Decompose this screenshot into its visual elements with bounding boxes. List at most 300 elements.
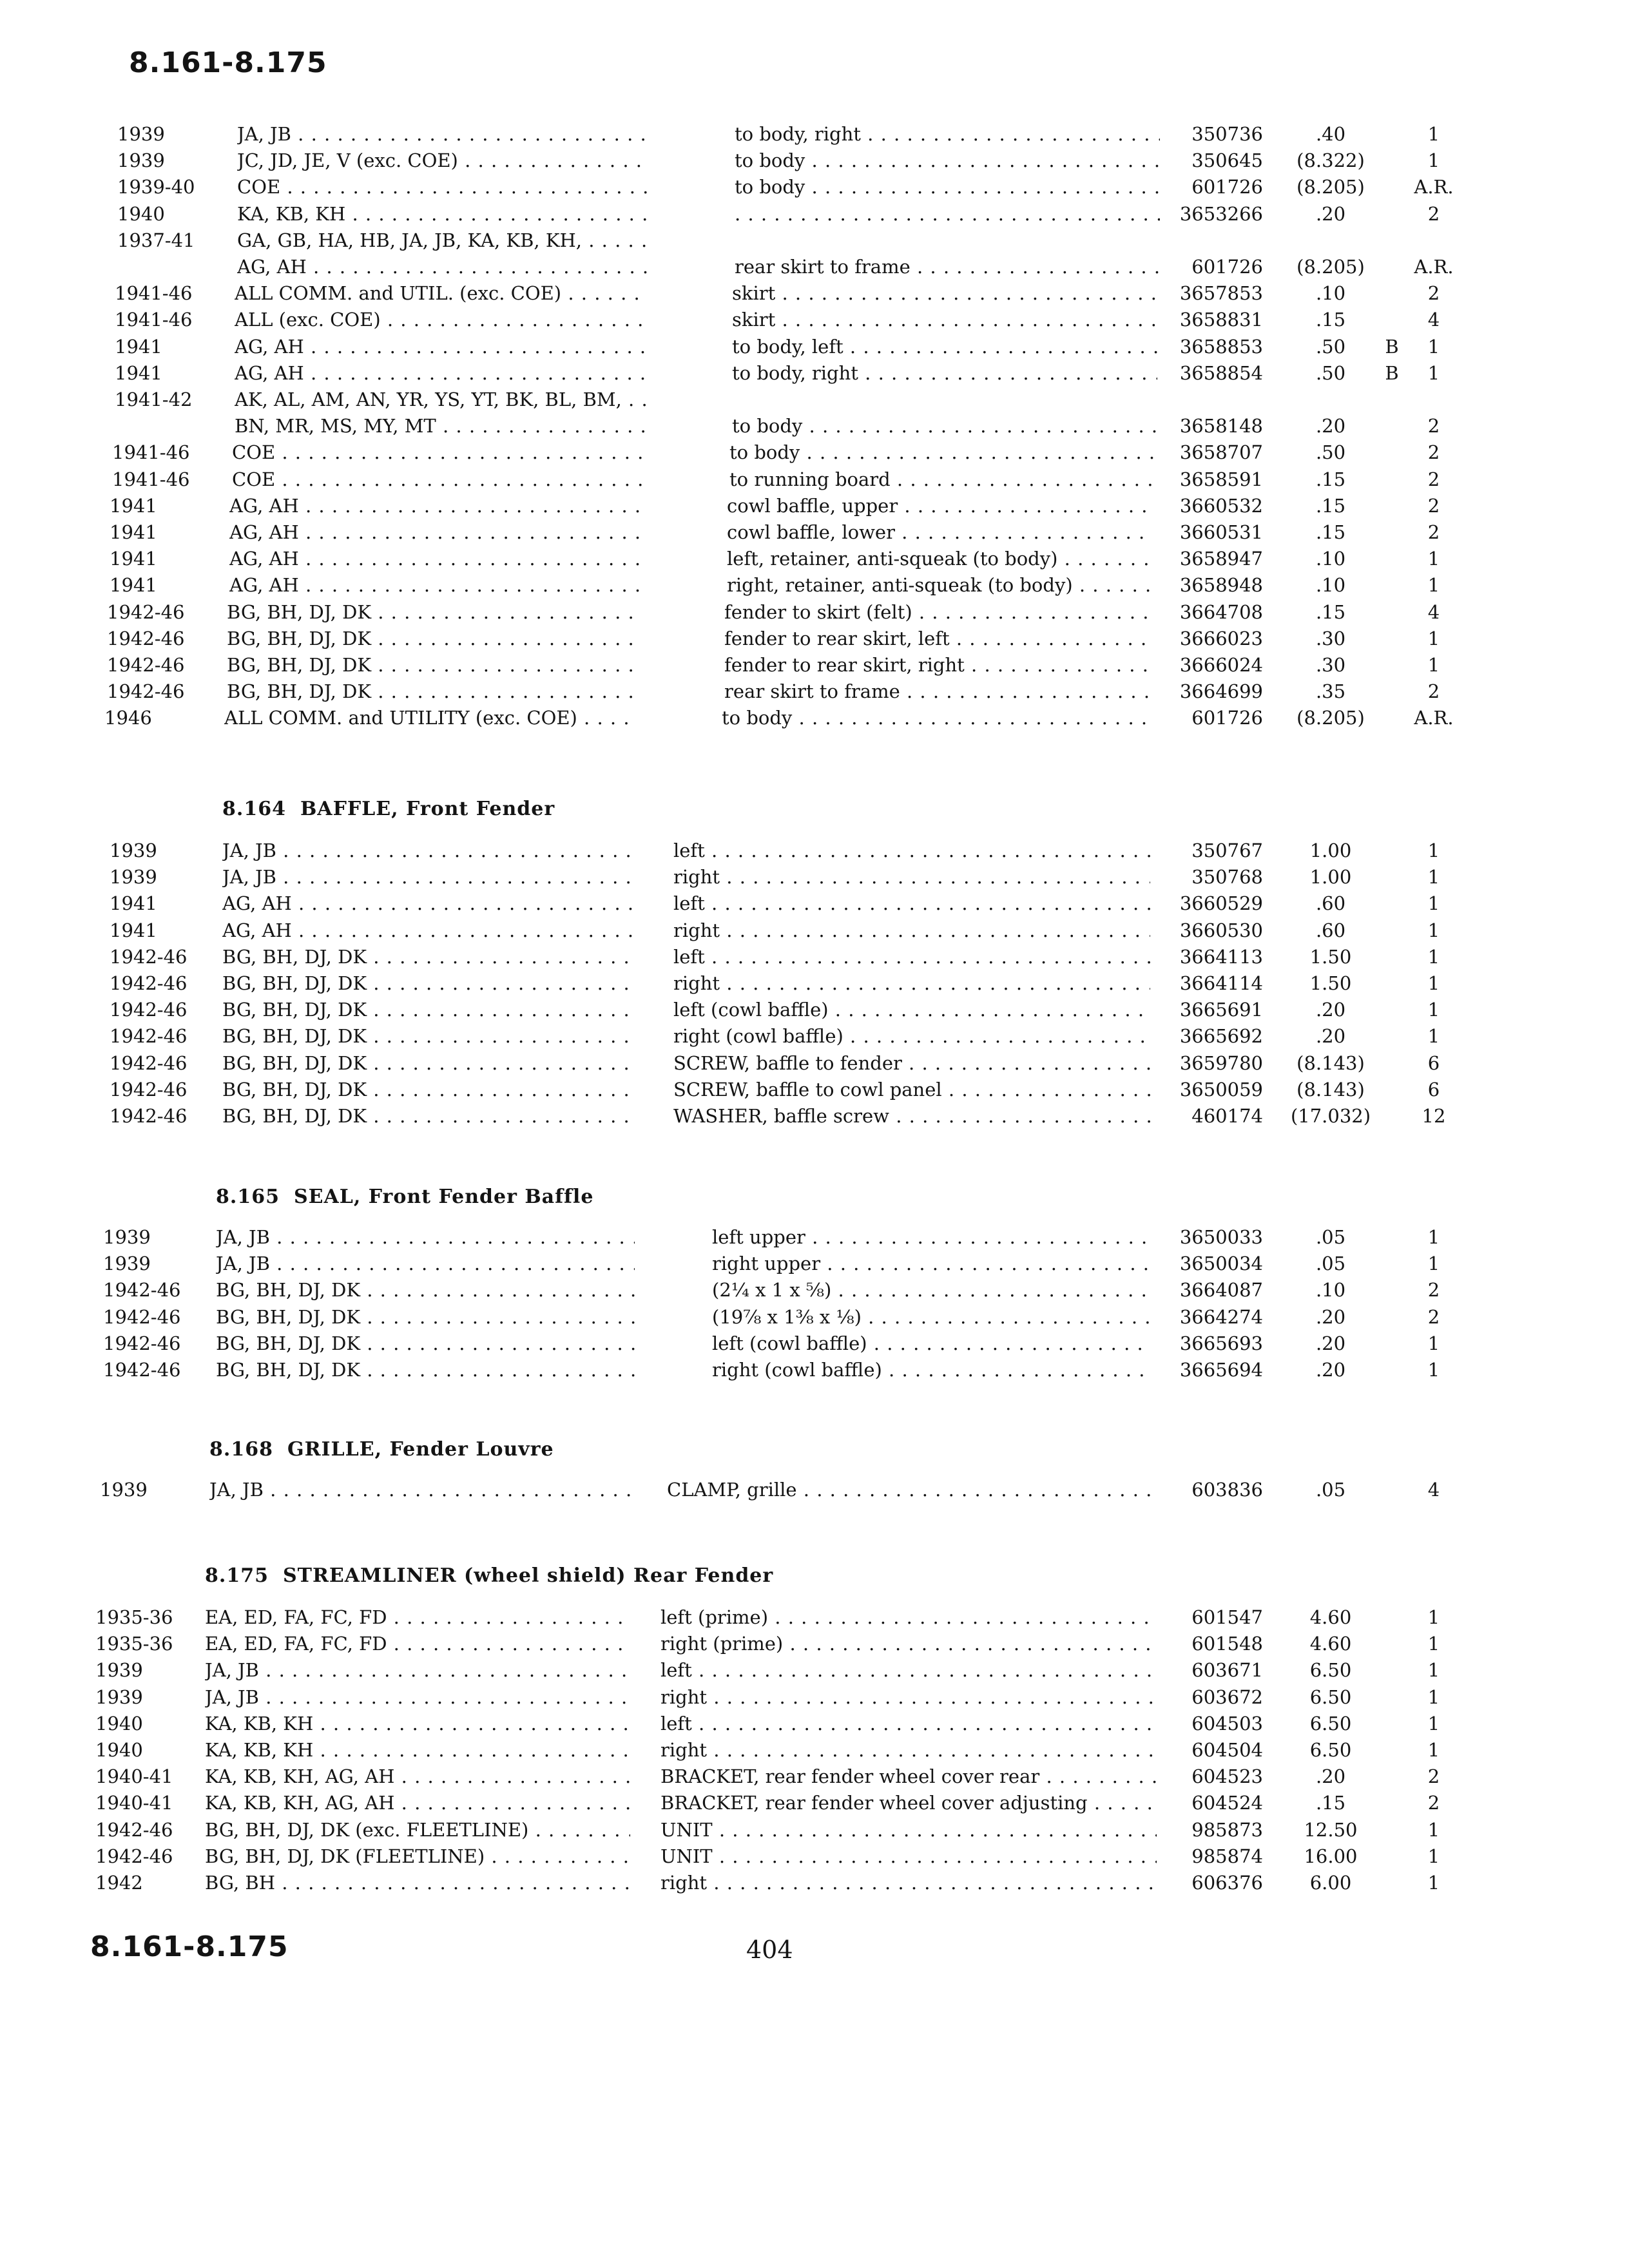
quantity: 1 <box>1427 1332 1440 1354</box>
part-description-text: left upper <box>712 1226 805 1248</box>
parts-row <box>0 1251 1629 1276</box>
part-description <box>735 174 1160 200</box>
model-year: 1942-46 <box>95 1845 173 1867</box>
model-codes-text: EA, ED, FA, FC, FD <box>205 1606 387 1628</box>
model-year: 1939 <box>110 840 157 861</box>
part-description-text: to body, right <box>735 123 861 145</box>
parts-row <box>0 1304 1629 1330</box>
model-codes-text: COE <box>232 441 276 464</box>
part-number: 604524 <box>1191 1792 1263 1814</box>
model-codes-text: BG, BH, DJ, DK <box>227 654 371 676</box>
part-description <box>673 997 1150 1023</box>
part-number: 3665694 <box>1179 1359 1263 1381</box>
model-year: 1942 <box>95 1872 143 1894</box>
model-codes <box>237 227 650 253</box>
part-description <box>732 307 1157 332</box>
model-year: 1941 <box>110 892 157 915</box>
part-description <box>732 413 1157 439</box>
list-price: (8.205) <box>1296 176 1365 198</box>
parts-row <box>0 1737 1629 1763</box>
model-codes-text: BG, BH, DJ, DK <box>222 972 367 994</box>
part-description <box>724 678 1150 704</box>
model-year: 1940-41 <box>95 1792 173 1814</box>
quantity: 6 <box>1427 1078 1440 1100</box>
model-codes-text: BN, MR, MS, MY, MT <box>235 415 436 437</box>
part-description-text: right <box>673 972 720 994</box>
list-price: .20 <box>1315 1359 1346 1381</box>
model-year: 1941 <box>110 494 157 517</box>
model-codes-text: BG, BH, DJ, DK <box>216 1332 360 1354</box>
model-codes <box>216 1331 635 1356</box>
list-price: .60 <box>1315 892 1346 915</box>
model-codes <box>205 1843 630 1869</box>
parts-row <box>0 626 1629 651</box>
part-number: 3658831 <box>1179 309 1263 331</box>
model-year: 1941-46 <box>112 441 190 464</box>
quantity: 1 <box>1427 840 1440 861</box>
model-year: 1942-46 <box>110 1078 188 1100</box>
model-codes <box>222 1077 638 1102</box>
model-year: 1935-36 <box>95 1606 173 1628</box>
part-description-text: cowl baffle, upper <box>727 494 898 517</box>
model-year: 1942-46 <box>110 1105 188 1127</box>
list-price: .20 <box>1315 999 1346 1021</box>
part-description-text: to body <box>735 149 805 172</box>
parts-row <box>0 1711 1629 1736</box>
model-codes <box>224 705 637 731</box>
part-description <box>735 148 1160 173</box>
model-codes-text: BG, BH, DJ, DK <box>222 999 367 1021</box>
part-description-text: BRACKET, rear fender wheel cover adjusting <box>660 1792 1088 1814</box>
model-codes-text: JA, JB <box>216 1226 270 1248</box>
part-description-text: BRACKET, rear fender wheel cover rear <box>660 1765 1040 1788</box>
model-codes <box>237 148 650 173</box>
model-codes-text: KA, KB, KH <box>205 1739 314 1761</box>
part-description-text: (2¼ x 1 x ⅝) <box>712 1279 832 1302</box>
model-codes-text: KA, KB, KH, AG, AH <box>205 1792 395 1814</box>
model-codes-text: AG, AH <box>229 574 299 597</box>
parts-row <box>0 918 1629 943</box>
model-codes <box>235 413 647 439</box>
part-description <box>727 572 1152 598</box>
quantity: 4 <box>1427 601 1440 623</box>
model-codes-text: BG, BH, DJ, DK <box>222 1078 367 1100</box>
part-number: 3658591 <box>1179 468 1263 490</box>
model-codes-text: COE <box>232 468 276 490</box>
parts-row <box>0 227 1629 253</box>
parts-row <box>0 387 1629 412</box>
model-codes-text: AG, AH <box>222 919 292 941</box>
list-price: 6.00 <box>1309 1872 1352 1894</box>
quantity: 2 <box>1427 1765 1440 1788</box>
quantity: 1 <box>1427 574 1440 597</box>
model-year: 1942-46 <box>103 1359 181 1381</box>
model-codes <box>222 1023 638 1049</box>
model-codes-text: JA, JB <box>237 123 291 145</box>
model-codes <box>235 334 647 360</box>
list-price: 16.00 <box>1304 1845 1358 1867</box>
model-codes-text: GA, GB, HA, HB, JA, JB, KA, KB, KH, <box>237 229 582 251</box>
list-price: 4.60 <box>1309 1606 1352 1628</box>
quantity: A.R. <box>1414 707 1454 729</box>
model-codes <box>205 1684 630 1710</box>
list-price: .15 <box>1315 494 1346 517</box>
part-description <box>673 890 1150 916</box>
list-price: (8.143) <box>1296 1078 1365 1100</box>
part-number: 3660530 <box>1179 919 1263 941</box>
model-codes <box>227 599 639 625</box>
part-number: 3658854 <box>1179 361 1263 384</box>
section-number: 8.164 <box>222 798 286 820</box>
model-codes-text: BG, BH, DJ, DK <box>216 1279 360 1302</box>
quantity: 1 <box>1427 361 1440 384</box>
part-description <box>712 1224 1150 1250</box>
model-year: 1941 <box>110 574 157 597</box>
part-number: 3664087 <box>1179 1279 1263 1302</box>
model-codes-text: BG, BH, DJ, DK <box>227 627 371 649</box>
model-codes-text: AG, AH <box>235 361 304 384</box>
model-codes <box>235 280 647 306</box>
model-year: 1940 <box>95 1712 143 1735</box>
quantity: 4 <box>1427 1479 1440 1501</box>
part-description <box>667 1477 1150 1503</box>
model-codes-text: JA, JB <box>205 1659 259 1682</box>
quantity: 2 <box>1427 521 1440 543</box>
quantity: 2 <box>1427 468 1440 490</box>
parts-row <box>0 705 1629 731</box>
model-codes <box>235 360 647 386</box>
parts-row <box>0 280 1629 306</box>
model-year: 1940 <box>117 202 165 225</box>
model-codes <box>237 201 650 227</box>
part-number: 460174 <box>1191 1105 1263 1127</box>
list-price: .50 <box>1315 335 1346 358</box>
model-codes <box>216 1277 635 1303</box>
quantity: 1 <box>1427 1818 1440 1841</box>
part-description <box>673 838 1150 863</box>
model-codes <box>235 387 647 412</box>
quantity: 1 <box>1427 1253 1440 1275</box>
page-footer-title: 8.161-8.175 <box>90 1930 289 1963</box>
model-year: 1939 <box>117 123 165 145</box>
model-codes <box>229 519 642 545</box>
model-codes <box>216 1357 635 1383</box>
quantity: 1 <box>1427 1845 1440 1867</box>
part-number: 3657853 <box>1179 282 1263 305</box>
parts-row <box>0 1477 1629 1503</box>
parts-row <box>0 1870 1629 1896</box>
model-codes <box>237 121 650 147</box>
part-description-text: right, retainer, anti-squeak (to body) <box>727 574 1073 597</box>
part-description <box>732 280 1157 306</box>
parts-row <box>0 890 1629 916</box>
part-description-text: skirt <box>732 282 776 305</box>
quantity: 1 <box>1427 999 1440 1021</box>
part-description <box>660 1843 1157 1869</box>
list-price: 6.50 <box>1309 1686 1352 1708</box>
model-codes-text: BG, BH, DJ, DK <box>222 1025 367 1048</box>
section-number: 8.175 <box>205 1564 269 1587</box>
list-price: 1.00 <box>1309 866 1352 889</box>
quantity: 1 <box>1427 1712 1440 1735</box>
quantity: 1 <box>1427 1025 1440 1048</box>
part-description <box>660 1604 1157 1630</box>
part-description <box>732 334 1157 360</box>
parts-row <box>0 201 1629 227</box>
quantity: 12 <box>1422 1105 1446 1127</box>
quantity: 1 <box>1427 1739 1440 1761</box>
section-title: BAFFLE, Front Fender <box>300 798 555 820</box>
quantity: 1 <box>1427 627 1440 649</box>
model-year: 1937-41 <box>117 229 195 251</box>
part-number: 3664699 <box>1179 680 1263 703</box>
model-year: 1939 <box>103 1253 151 1275</box>
part-number: 985874 <box>1191 1845 1263 1867</box>
model-year: 1941-46 <box>115 282 193 305</box>
part-description <box>712 1331 1150 1356</box>
quantity: 2 <box>1427 1305 1440 1328</box>
model-year: 1941 <box>110 521 157 543</box>
part-number: 604503 <box>1191 1712 1263 1735</box>
list-price: .20 <box>1315 1765 1346 1788</box>
part-description <box>724 599 1150 625</box>
part-number: 601548 <box>1191 1633 1263 1655</box>
part-number: 3660529 <box>1179 892 1263 915</box>
model-year: 1939-40 <box>117 176 195 198</box>
part-number: 3665693 <box>1179 1332 1263 1354</box>
part-description <box>660 1711 1157 1736</box>
quantity: 4 <box>1427 309 1440 331</box>
parts-row <box>0 1050 1629 1076</box>
part-description-text: to running board <box>729 468 891 490</box>
part-description <box>732 360 1157 386</box>
quantity: 2 <box>1427 282 1440 305</box>
parts-row <box>0 1331 1629 1356</box>
section-number: 8.168 <box>209 1438 273 1461</box>
part-description <box>660 1790 1157 1816</box>
part-description <box>673 864 1150 890</box>
model-codes <box>222 1050 638 1076</box>
part-description <box>735 254 1160 280</box>
model-codes <box>222 864 638 890</box>
part-description-text: to body <box>722 707 793 729</box>
model-codes <box>222 890 638 916</box>
part-description-text: SCREW, baffle to fender <box>673 1052 902 1074</box>
page-header-title: 8.161-8.175 <box>129 46 327 79</box>
model-codes <box>205 1604 630 1630</box>
part-number: 601547 <box>1191 1606 1263 1628</box>
model-year: 1939 <box>95 1686 143 1708</box>
model-year: 1942-46 <box>103 1332 181 1354</box>
quantity: 2 <box>1427 441 1440 464</box>
part-description <box>673 1050 1150 1076</box>
model-year: 1941 <box>115 335 162 358</box>
part-description-text: UNIT <box>660 1845 713 1867</box>
model-year: 1941-46 <box>115 309 193 331</box>
list-price: (8.205) <box>1296 707 1365 729</box>
model-codes-text: JA, JB <box>222 866 276 889</box>
parts-row <box>0 174 1629 200</box>
list-price: .30 <box>1315 654 1346 676</box>
quantity: 1 <box>1427 972 1440 994</box>
model-year: 1940 <box>95 1739 143 1761</box>
model-codes <box>232 439 644 465</box>
model-codes-text: BG, BH <box>205 1872 276 1894</box>
model-codes-text: ALL COMM. and UTIL. (exc. COE) <box>235 282 562 305</box>
quantity: 1 <box>1427 1872 1440 1894</box>
model-year: 1941-42 <box>115 389 193 410</box>
part-number: 3660532 <box>1179 494 1263 517</box>
model-codes <box>227 678 639 704</box>
quantity: 2 <box>1427 680 1440 703</box>
parts-row <box>0 652 1629 678</box>
model-codes-text: BG, BH, DJ, DK <box>222 945 367 968</box>
parts-row <box>0 599 1629 625</box>
model-codes <box>222 970 638 996</box>
part-description <box>735 201 1160 227</box>
model-codes <box>205 1763 630 1789</box>
model-year: 1941 <box>110 919 157 941</box>
part-description-text: (19⅞ x 1⅜ x ⅛) <box>712 1305 862 1328</box>
quantity: 1 <box>1427 149 1440 172</box>
model-year: 1942-46 <box>103 1279 181 1302</box>
model-year: 1942-46 <box>103 1305 181 1328</box>
part-description <box>660 1870 1157 1896</box>
section-heading <box>205 1564 773 1587</box>
parts-row <box>0 413 1629 439</box>
part-description <box>727 493 1152 519</box>
model-year: 1941 <box>110 548 157 570</box>
part-number: 604504 <box>1191 1739 1263 1761</box>
parts-row <box>0 1843 1629 1869</box>
parts-row <box>0 334 1629 360</box>
part-description-text: left (cowl baffle) <box>673 999 829 1021</box>
model-codes-text: JC, JD, JE, V (exc. COE) <box>237 149 458 172</box>
parts-row <box>0 546 1629 572</box>
model-codes-text: JA, JB <box>216 1253 270 1275</box>
section-title: GRILLE, Fender Louvre <box>287 1438 554 1461</box>
section-heading <box>209 1438 554 1461</box>
part-description <box>660 1631 1157 1657</box>
model-codes <box>205 1817 630 1843</box>
model-year: 1939 <box>117 149 165 172</box>
quantity: 2 <box>1427 494 1440 517</box>
model-codes-text: AG, AH <box>237 256 307 278</box>
list-price: (8.143) <box>1296 1052 1365 1074</box>
model-codes-text: JA, JB <box>209 1479 264 1501</box>
part-description <box>712 1277 1150 1303</box>
part-number: 3658148 <box>1179 415 1263 437</box>
model-codes-text: BG, BH, DJ, DK <box>227 680 371 703</box>
part-number: 3665692 <box>1179 1025 1263 1048</box>
list-price: .10 <box>1315 548 1346 570</box>
list-price: .10 <box>1315 282 1346 305</box>
part-number: 3666023 <box>1179 627 1263 649</box>
parts-row <box>0 1684 1629 1710</box>
quantity: 1 <box>1427 919 1440 941</box>
part-description <box>660 1737 1157 1763</box>
section-number: 8.165 <box>216 1186 280 1208</box>
part-description-text: left <box>673 892 705 915</box>
part-description <box>660 1763 1157 1789</box>
model-codes-text: ALL COMM. and UTILITY (exc. COE) <box>224 707 577 729</box>
part-description <box>673 970 1150 996</box>
section-heading <box>222 798 555 820</box>
model-codes <box>205 1631 630 1657</box>
part-number: 601726 <box>1191 256 1263 278</box>
part-description-text: right <box>673 919 720 941</box>
part-description-text: right (cowl baffle) <box>673 1025 843 1048</box>
part-number: 606376 <box>1191 1872 1263 1894</box>
model-year: 1942-46 <box>95 1818 173 1841</box>
list-price: .05 <box>1315 1253 1346 1275</box>
part-description-text: left (cowl baffle) <box>712 1332 867 1354</box>
part-description <box>673 1077 1150 1102</box>
part-number: 3664274 <box>1179 1305 1263 1328</box>
model-year: 1939 <box>95 1659 143 1682</box>
model-codes <box>222 944 638 970</box>
part-description <box>673 944 1150 970</box>
part-number: 3664708 <box>1179 601 1263 623</box>
part-description-text: UNIT <box>660 1818 713 1841</box>
part-description-text: SCREW, baffle to cowl panel <box>673 1078 942 1100</box>
model-codes <box>222 838 638 863</box>
list-price: .20 <box>1315 1305 1346 1328</box>
part-description <box>660 1657 1157 1683</box>
parts-row <box>0 1023 1629 1049</box>
list-price: .40 <box>1315 123 1346 145</box>
model-codes <box>209 1477 631 1503</box>
list-price: 1.50 <box>1309 945 1352 968</box>
quantity: A.R. <box>1414 176 1454 198</box>
quantity: 1 <box>1427 1606 1440 1628</box>
part-number: 3658948 <box>1179 574 1263 597</box>
parts-row <box>0 1357 1629 1383</box>
part-number: 350767 <box>1191 840 1263 861</box>
parts-row <box>0 1277 1629 1303</box>
model-year: 1942-46 <box>107 654 185 676</box>
model-codes-text: AG, AH <box>235 335 304 358</box>
quantity: 2 <box>1427 415 1440 437</box>
model-codes-text: JA, JB <box>205 1686 259 1708</box>
list-price: .60 <box>1315 919 1346 941</box>
part-number: 601726 <box>1191 176 1263 198</box>
part-description-text: right <box>660 1686 708 1708</box>
part-description <box>729 466 1155 492</box>
model-codes-text: AG, AH <box>229 521 299 543</box>
part-description-text: to body <box>732 415 803 437</box>
part-description <box>729 439 1155 465</box>
model-codes <box>222 997 638 1023</box>
model-year: 1942-46 <box>110 945 188 968</box>
model-codes <box>229 493 642 519</box>
parts-row <box>0 148 1629 173</box>
part-number: 3659780 <box>1179 1052 1263 1074</box>
list-price: .15 <box>1315 468 1346 490</box>
model-year: 1941 <box>115 361 162 384</box>
list-price: .50 <box>1315 361 1346 384</box>
model-year: 1939 <box>110 866 157 889</box>
model-codes <box>205 1790 630 1816</box>
model-codes <box>237 254 650 280</box>
part-number: 603836 <box>1191 1479 1263 1501</box>
part-number: 3664114 <box>1179 972 1263 994</box>
part-description <box>673 918 1150 943</box>
quantity: 1 <box>1427 123 1440 145</box>
model-year: 1942-46 <box>107 627 185 649</box>
quantity: 1 <box>1427 548 1440 570</box>
model-codes <box>216 1251 635 1276</box>
